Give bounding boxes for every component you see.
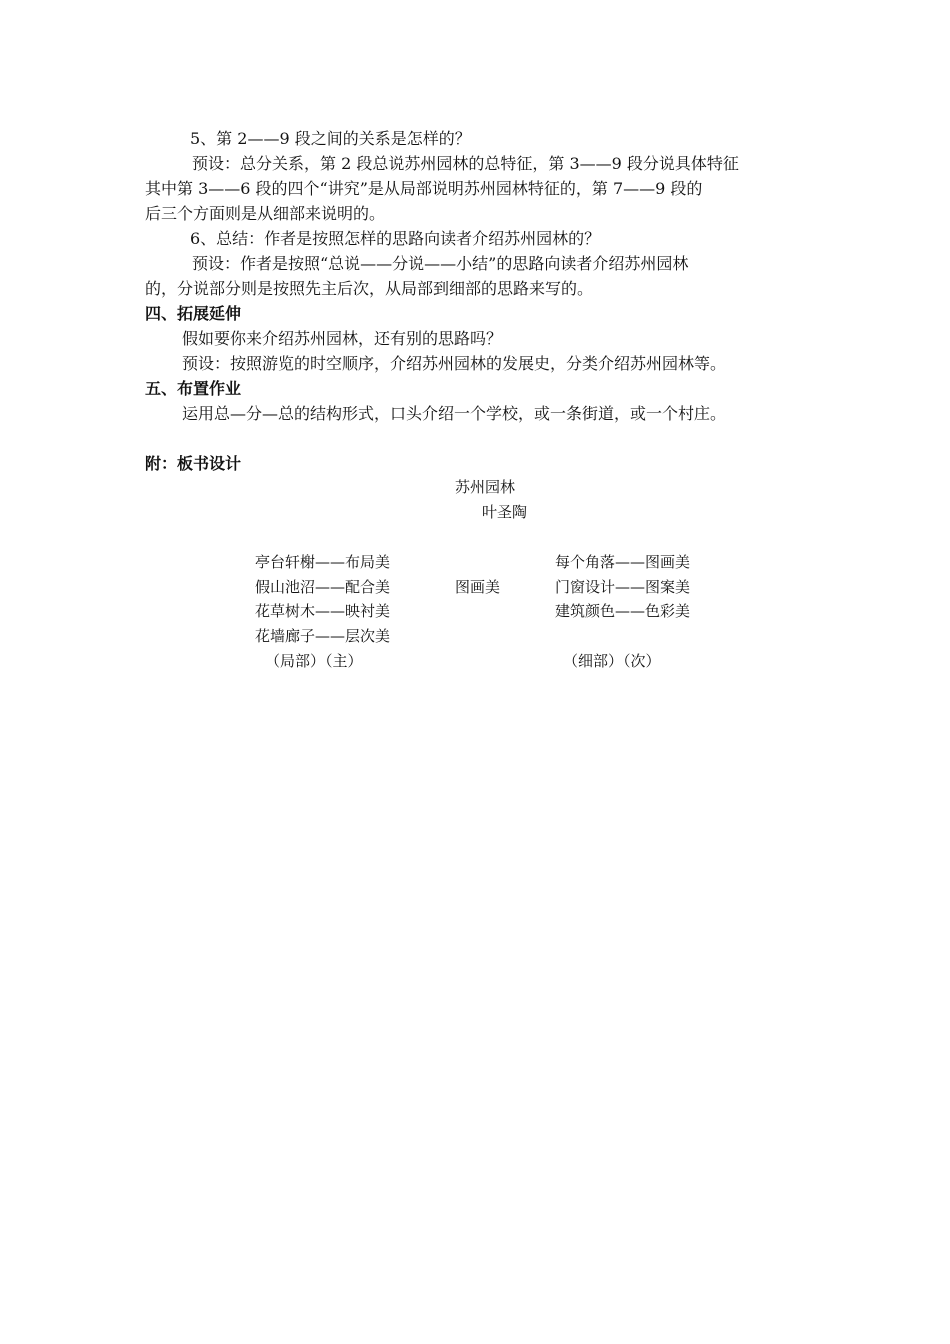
paragraph-line: 的，分说部分则是按照先主后次，从局部到细部的思路来写的。 xyxy=(145,279,594,298)
board-right-item: 每个角落——图画美 xyxy=(555,553,691,571)
paragraph-line: 其中第 3——6 段的四个“讲究”是从局部说明苏州园林特征的，第 7——9 段的 xyxy=(145,179,703,198)
board-right-item: 门窗设计——图案美 xyxy=(555,578,691,596)
paragraph-line: 后三个方面则是从细部来说明的。 xyxy=(145,204,386,223)
section-heading-extension: 四、拓展延伸 xyxy=(145,304,242,323)
board-right-item: 建筑颜色——色彩美 xyxy=(555,602,691,620)
board-left-item: 花墙廊子——层次美 xyxy=(255,627,391,645)
board-title: 苏州园林 xyxy=(455,478,516,496)
board-left-item: 亭台轩榭——布局美 xyxy=(255,553,391,571)
paragraph-line: 预设：按照游览的时空顺序，介绍苏州园林的发展史，分类介绍苏州园林等。 xyxy=(182,354,727,373)
board-author: 叶圣陶 xyxy=(482,503,528,521)
board-left-item: 假山池沼——配合美 xyxy=(255,578,391,596)
board-center-label: 图画美 xyxy=(455,578,501,596)
board-left-note: （局部）（主） xyxy=(265,652,363,670)
paragraph-line: 预设：总分关系，第 2 段总说苏州园林的总特征，第 3——9 段分说具体特征 xyxy=(192,154,739,173)
paragraph-line: 6、总结：作者是按照怎样的思路向读者介绍苏州园林的？ xyxy=(190,229,601,248)
paragraph-line: 运用总—分—总的结构形式，口头介绍一个学校，或一条街道，或一个村庄。 xyxy=(182,404,727,423)
paragraph-line: 预设：作者是按照“总说——分说——小结”的思路向读者介绍苏州园林 xyxy=(192,254,689,273)
board-right-note: （细部）（次） xyxy=(563,652,661,670)
paragraph-line: 假如要你来介绍苏州园林，还有别的思路吗？ xyxy=(182,329,503,348)
section-heading-homework: 五、布置作业 xyxy=(145,379,242,398)
board-left-item: 花草树木——映衬美 xyxy=(255,602,391,620)
appendix-heading: 附：板书设计 xyxy=(145,454,242,473)
paragraph-line: 5、第 2——9 段之间的关系是怎样的？ xyxy=(190,129,471,148)
